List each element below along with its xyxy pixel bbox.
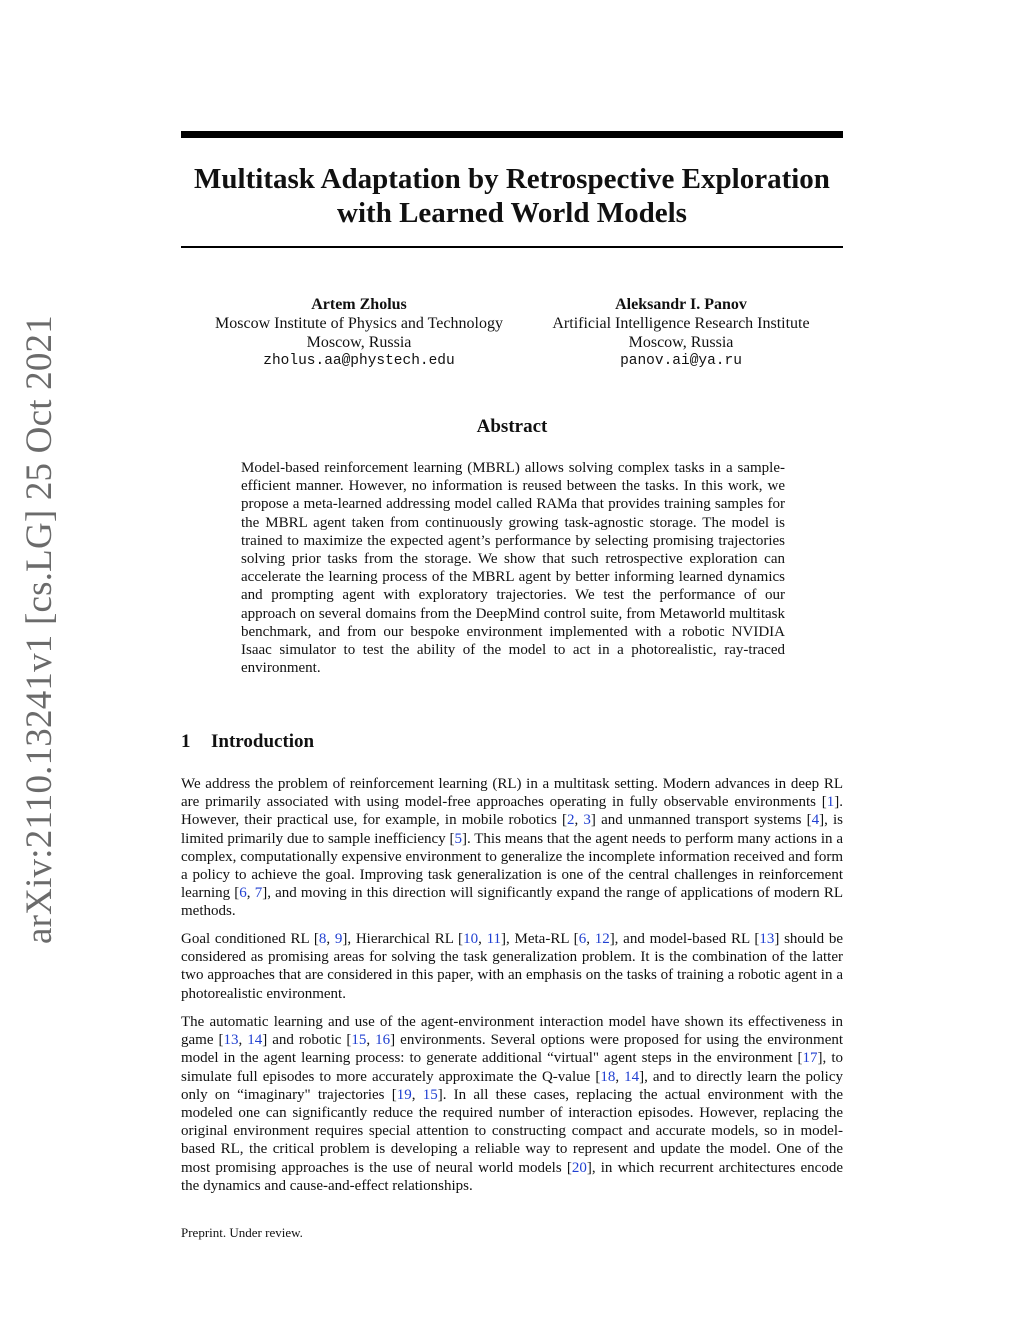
- paragraph-text: ] should be considered as promising areas for solving the task generalization problem. It is the combination of the latter two approaches that are considered in this paper, with an emphasis on the tasks of training a robotic agent in a photorealistic environment.: [181, 931, 843, 1002]
- paragraph-text: ,: [615, 1068, 625, 1085]
- citation-link[interactable]: 9: [334, 931, 343, 947]
- body-paragraph: [181, 775, 843, 921]
- paragraph-text: ] and unmanned transport systems [: [590, 812, 812, 829]
- citation-link[interactable]: 16: [375, 1032, 391, 1049]
- citation-link[interactable]: 7: [254, 885, 263, 902]
- citation-link[interactable]: 4: [811, 812, 820, 829]
- citation-link[interactable]: 20: [571, 1159, 587, 1176]
- arxiv-identifier: arXiv:2110.13241v1 [cs.LG] 25 Oct 2021: [19, 315, 60, 944]
- title-top-rule: [181, 131, 843, 138]
- title-line: Multitask Adaptation by Retrospective Exploration: [194, 163, 830, 195]
- paragraph-text: ,: [238, 1032, 248, 1049]
- citation-link[interactable]: 2: [567, 812, 575, 829]
- body-paragraph: [181, 1013, 843, 1195]
- citation-link[interactable]: 11: [486, 931, 502, 947]
- paragraph-text: We address the problem of reinforcement learning (RL) in a multitask setting. Modern advances in deep RL are primarily associated with using model-free approaches operating in fully observable environments [: [181, 776, 843, 811]
- citation-link[interactable]: 15: [422, 1086, 438, 1103]
- author-name: Aleksandr I. Panov: [615, 296, 747, 313]
- citation-link[interactable]: 18: [600, 1068, 616, 1085]
- paragraph-text: ,: [366, 1032, 376, 1049]
- paragraph-text: ], in which recurrent architectures encode the dynamics and cause-and-effect relationships.: [181, 1159, 844, 1194]
- paragraph-text: ], and moving in this direction will significantly expand the range of applications of modern RL methods.: [181, 885, 844, 920]
- paper-title: [181, 162, 843, 230]
- author-location: Moscow, Russia: [628, 334, 734, 351]
- author-email[interactable]: zholus.aa@phystech.edu: [263, 353, 455, 369]
- paragraph-text: ,: [574, 812, 584, 829]
- author-affiliation: Artificial Intelligence Research Institute: [552, 315, 810, 332]
- citation-link[interactable]: 15: [351, 1032, 367, 1049]
- section-heading: [181, 731, 314, 753]
- author-name: Artem Zholus: [311, 296, 407, 313]
- citation-link[interactable]: 14: [247, 1032, 263, 1049]
- paragraph-text: ], to simulate full episodes to more accurately approximate the Q-value [: [181, 1050, 843, 1085]
- citation-link[interactable]: 17: [802, 1050, 818, 1067]
- section-number: 1: [181, 731, 191, 752]
- paragraph-text: ], and to directly learn the policy only on “imaginary" trajectories [: [181, 1068, 844, 1103]
- paragraph-text: Goal conditioned RL [: [181, 931, 319, 947]
- citation-link[interactable]: 13: [223, 1032, 239, 1049]
- abstract-body: Model-based reinforcement learning (MBRL) allows solving complex tasks in a sample-efficient manner. However, no information is reused between the tasks. In this work, we propose a meta-learned addressing model called RAMa that provides training samples for the MBRL agent taken from continuously growing task-agnostic storage. The model is trained to maximize the expected agent’s performance by selecting promising trajectories solving prior tasks from the storage. We show that such retrospective exploration can accelerate the learning process of the MBRL agent by better informing learned dynamics and prompting agent with exploratory trajectories. We test the performance of our approach on several domains from the DeepMind control suite, from Metaworld multitask benchmark, and from our bespoke environment implemented with a robotic NVIDIA Isaac simulator to test the ability of the model to act in a photorealistic, ray-traced environment.: [241, 460, 785, 677]
- citation-link[interactable]: 10: [463, 931, 479, 947]
- citation-link[interactable]: 6: [239, 885, 247, 902]
- section-title: Introduction: [211, 731, 315, 752]
- paragraph-text: ,: [246, 885, 255, 902]
- author-affiliation: Moscow Institute of Physics and Technology: [215, 315, 503, 332]
- paragraph-text: ,: [411, 1086, 423, 1103]
- author-block: [198, 295, 520, 371]
- citation-link[interactable]: 12: [594, 931, 610, 947]
- paragraph-text: ] environments. Several options were proposed for using the environment model in the agent learning process: to generate additional “virtual" agent steps in the environment [: [181, 1032, 844, 1067]
- paragraph-text: The automatic learning and use of the agent-environment interaction model have shown its effectiveness in game [: [181, 1014, 843, 1049]
- paragraph-text: ,: [478, 931, 487, 947]
- page-footer: Preprint. Under review.: [181, 1225, 303, 1240]
- paragraph-text: ] and robotic [: [262, 1032, 352, 1049]
- citation-link[interactable]: 8: [318, 931, 327, 947]
- paragraph-text: ]. However, their practical use, for example, in mobile robotics [: [181, 794, 843, 829]
- citation-link[interactable]: 5: [454, 830, 462, 847]
- abstract-heading: Abstract: [476, 416, 548, 437]
- paragraph-text: ], is limited primarily due to sample inefficiency [: [181, 812, 844, 847]
- paragraph-text: ,: [586, 931, 595, 947]
- paragraph-text: ,: [326, 931, 335, 947]
- paragraph-text: ]. In all these cases, replacing the actual environment with the modeled one can significantly reduce the required number of interaction episodes. However, replacing the original environment requires special attention to constructing compact and accurate models, so in model-based RL, the critical problem is developing a reliable way to represent and update the model. One of the most promising approaches is the use of neural world models [: [181, 1086, 844, 1176]
- citation-link[interactable]: 1: [826, 794, 835, 811]
- paragraph-text: ], Meta-RL [: [501, 931, 579, 947]
- paragraph-text: ]. This means that the agent needs to perform many actions in a complex, computationally expensive environment to generalize the incomplete information received and form a policy to achieve the goal. Improving task generalization is one of the central challenges in reinforcement learning [: [181, 830, 843, 902]
- author-email[interactable]: panov.ai@ya.ru: [620, 353, 742, 369]
- author-location: Moscow, Russia: [306, 334, 412, 351]
- title-bottom-rule: [181, 246, 843, 248]
- title-line: with Learned World Models: [337, 197, 687, 229]
- citation-link[interactable]: 14: [624, 1068, 640, 1085]
- citation-link[interactable]: 6: [578, 931, 587, 947]
- body-paragraph: [181, 930, 843, 1003]
- citation-link[interactable]: 3: [583, 812, 591, 829]
- citation-link[interactable]: 19: [396, 1086, 412, 1103]
- paragraph-text: ], and model-based RL [: [609, 931, 760, 947]
- citation-link[interactable]: 13: [759, 931, 775, 947]
- paragraph-text: ], Hierarchical RL [: [342, 931, 464, 947]
- author-block: [530, 295, 832, 371]
